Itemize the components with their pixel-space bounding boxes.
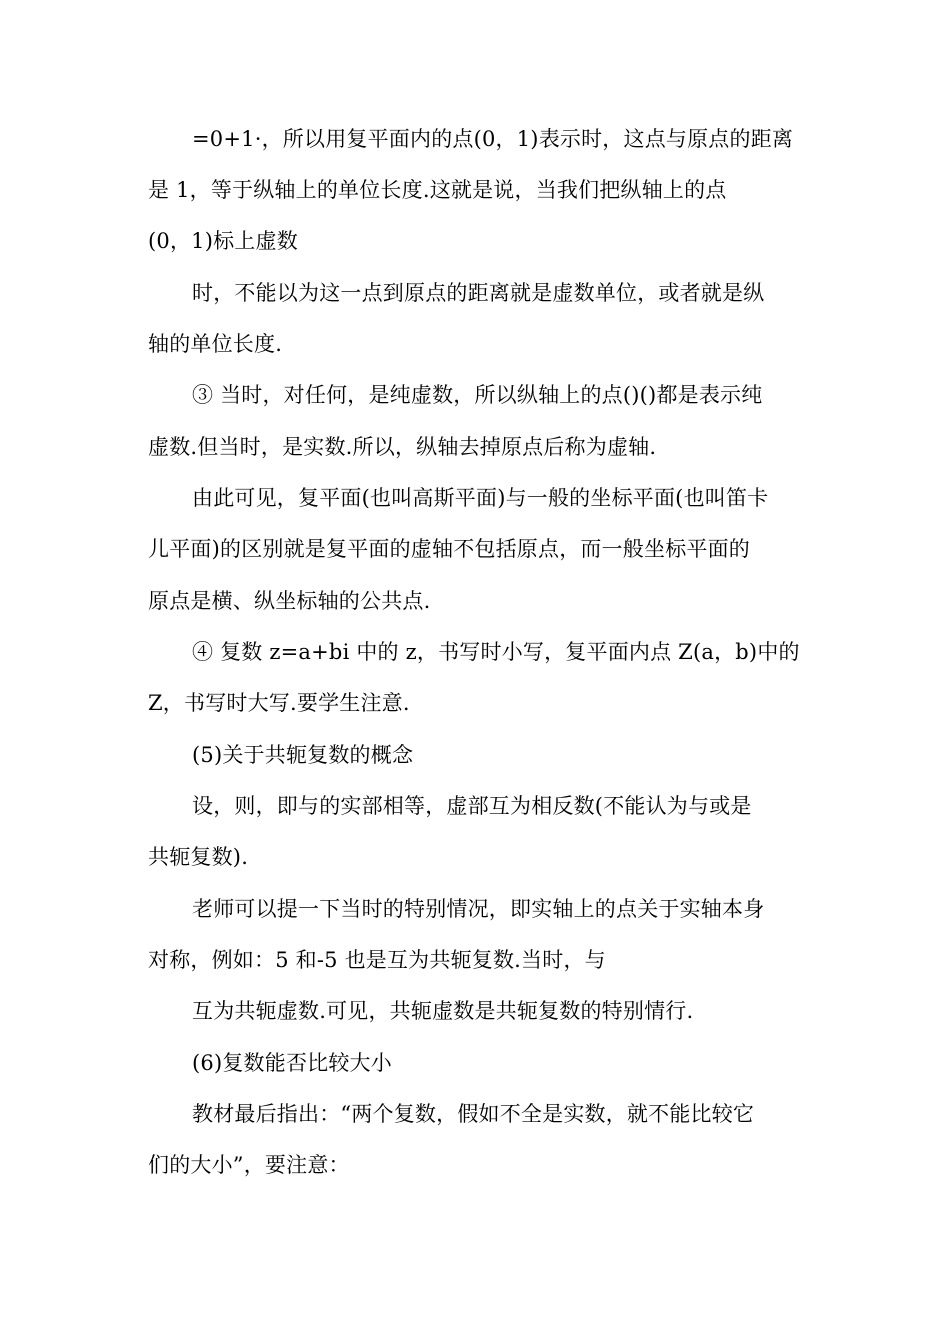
text-line-20: 教材最后指出：“两个复数，假如不全是实数，就不能比较它 — [192, 1102, 755, 1126]
text-line-16: 老师可以提一下当时的特别情况，即实轴上的点关于实轴本身 — [192, 897, 765, 921]
text-line-1: =0+1·，所以用复平面内的点(0，1)表示时，这点与原点的距离 — [192, 127, 794, 151]
text-line-15: 共轭复数). — [148, 845, 249, 869]
text-line-5: 轴的单位长度. — [148, 332, 283, 356]
text-line-6: ③ 当时，对任何，是纯虚数，所以纵轴上的点()()都是表示纯 — [192, 383, 763, 407]
text-line-12: Z，书写时大写.要学生注意. — [148, 691, 410, 715]
text-line-11: ④ 复数 z=a+bi 中的 z，书写时小写，复平面内点 Z(a，b)中的 — [192, 640, 800, 664]
text-line-17: 对称，例如：5 和-5 也是互为共轭复数.当时，与 — [148, 948, 606, 972]
text-line-8: 由此可见，复平面(也叫高斯平面)与一般的坐标平面(也叫笛卡 — [192, 486, 769, 510]
text-line-18: 互为共轭虚数.可见，共轭虚数是共轭复数的特别情行. — [192, 999, 694, 1023]
text-line-19: (6)复数能否比较大小 — [192, 1051, 392, 1075]
text-line-13: (5)关于共轭复数的概念 — [192, 743, 414, 767]
text-line-2: 是 1，等于纵轴上的单位长度.这就是说，当我们把纵轴上的点 — [148, 178, 727, 202]
text-line-10: 原点是横、纵坐标轴的公共点. — [148, 589, 431, 613]
text-line-9: 儿平面)的区别就是复平面的虚轴不包括原点，而一般坐标平面的 — [148, 537, 750, 561]
text-line-7: 虚数.但当时，是实数.所以，纵轴去掉原点后称为虚轴. — [148, 435, 657, 459]
text-line-3: (0，1)标上虚数 — [148, 229, 298, 253]
text-line-14: 设，则，即与的实部相等，虚部互为相反数(不能认为与或是 — [192, 794, 752, 818]
text-line-4: 时，不能以为这一点到原点的距离就是虚数单位，或者就是纵 — [192, 281, 765, 305]
text-line-21: 们的大小”，要注意： — [148, 1153, 350, 1177]
